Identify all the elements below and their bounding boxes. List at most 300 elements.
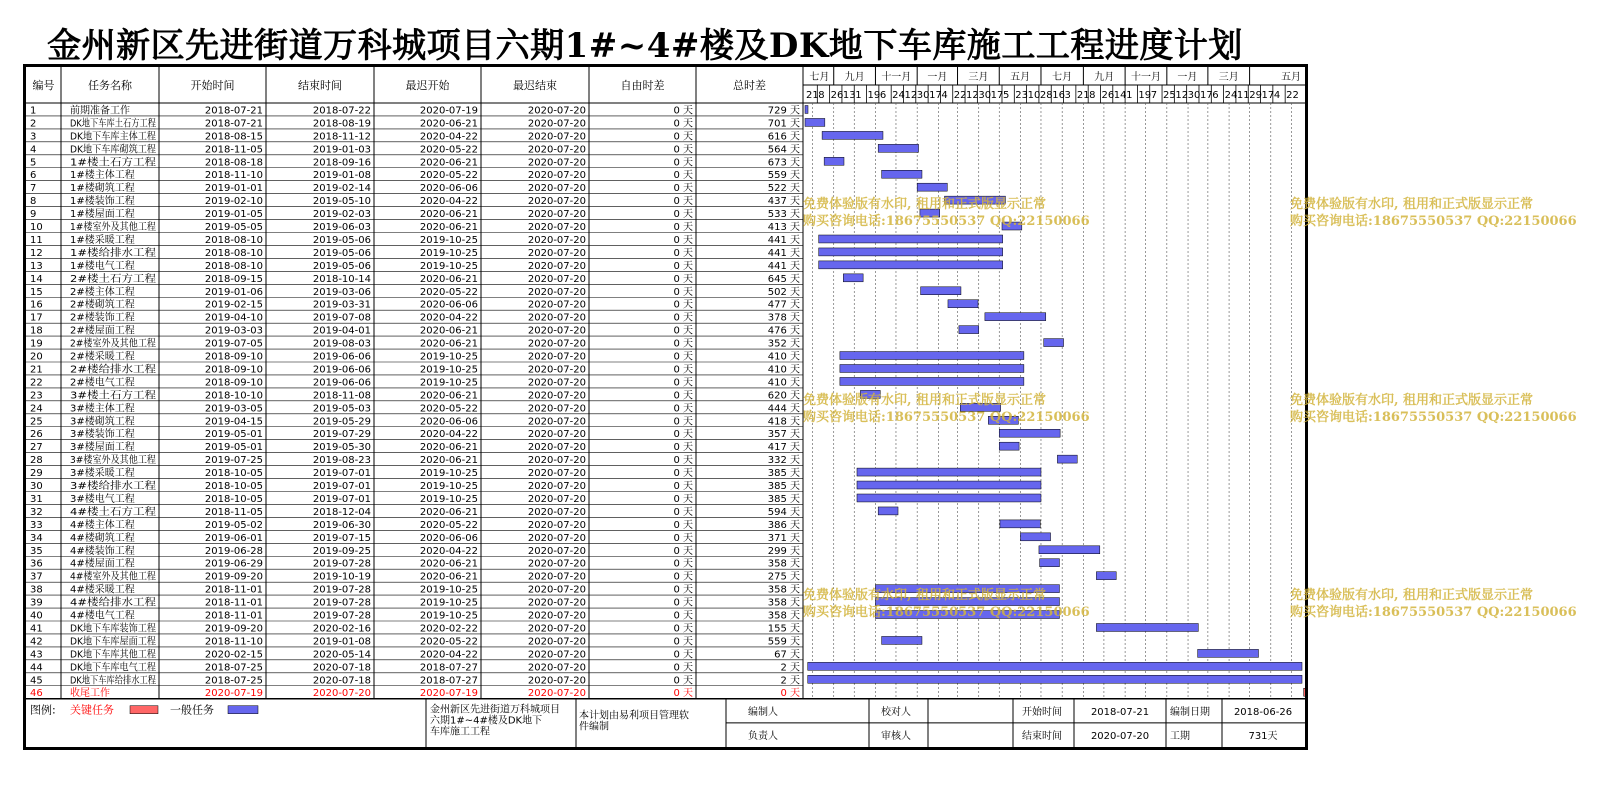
task-end: 2019-05-06 <box>312 234 371 246</box>
legend-critical-swatch <box>130 706 158 714</box>
task-end: 2018-11-12 <box>312 131 371 143</box>
footer-start-value: 2018-07-21 <box>1090 706 1150 718</box>
day-label: 19 <box>867 90 881 101</box>
column-header: 结束时间 <box>298 79 342 92</box>
task-id: 11 <box>30 234 43 246</box>
footer-start-label: 开始时间 <box>1022 706 1062 718</box>
task-late-start: 2020-05-22 <box>419 636 478 648</box>
day-label: 12 <box>1175 90 1189 101</box>
column-header: 开始时间 <box>190 79 235 92</box>
task-start: 2018-11-01 <box>204 597 263 609</box>
day-label: 25 <box>1163 90 1176 101</box>
task-total-float: 441 天 <box>767 260 800 272</box>
task-id: 4 <box>30 144 37 156</box>
task-bar <box>878 144 918 152</box>
task-late-start: 2020-04-22 <box>419 131 478 143</box>
task-free-float: 0 天 <box>673 481 693 492</box>
task-bar <box>1096 624 1198 632</box>
day-label: 10 <box>1027 90 1041 101</box>
task-free-float: 0 天 <box>673 506 693 518</box>
task-free-float: 0 天 <box>673 286 693 298</box>
task-start: 2018-09-10 <box>204 364 263 376</box>
task-late-end: 2020-07-20 <box>527 260 586 272</box>
watermark-text: 免费体验版有水印, 租用和正式版显示正常 购买咨询电话:18675550537 QQ:22150066 <box>1290 588 1577 620</box>
task-id: 38 <box>30 584 43 596</box>
task-end: 2018-11-08 <box>312 390 371 402</box>
task-start: 2018-07-25 <box>204 675 263 687</box>
task-late-end: 2020-07-20 <box>527 610 586 622</box>
task-late-start: 2020-06-21 <box>419 157 478 169</box>
task-total-float: 533 天 <box>767 209 800 221</box>
task-id: 31 <box>30 493 43 505</box>
task-id: 5 <box>30 157 37 169</box>
task-free-float: 0 天 <box>673 196 693 208</box>
month-label: 一月 <box>1177 72 1198 83</box>
task-bar <box>999 442 1019 450</box>
task-late-start: 2020-06-21 <box>419 273 478 285</box>
task-start: 2019-02-10 <box>204 196 263 208</box>
task-start: 2019-01-01 <box>204 183 263 195</box>
task-id: 40 <box>30 610 43 622</box>
task-late-start: 2020-05-22 <box>419 286 478 298</box>
task-late-start: 2018-07-27 <box>419 675 478 687</box>
task-bar <box>1198 649 1259 657</box>
task-bar <box>875 611 1059 619</box>
day-label: 6 <box>1212 90 1219 101</box>
day-label: 4 <box>1273 90 1281 101</box>
task-end: 2018-08-19 <box>312 118 371 130</box>
task-late-end: 2020-07-20 <box>527 286 586 298</box>
task-late-end: 2020-07-20 <box>527 196 586 208</box>
task-late-start: 2020-05-22 <box>419 144 478 156</box>
task-name: 4#楼装饰工程 <box>70 545 135 557</box>
task-id: 16 <box>30 299 43 311</box>
task-late-start: 2019-10-25 <box>419 247 478 259</box>
task-start: 2019-06-01 <box>204 532 263 544</box>
task-start: 2019-04-15 <box>204 416 263 428</box>
task-late-end: 2020-07-20 <box>527 247 586 259</box>
task-free-float: 0 天 <box>673 493 693 505</box>
task-bar <box>921 287 961 295</box>
task-late-start: 2019-10-25 <box>419 597 478 609</box>
task-late-start: 2020-05-22 <box>419 403 478 415</box>
footer-end-label: 结束时间 <box>1022 730 1062 742</box>
footer-date-value: 2018-06-26 <box>1233 706 1293 718</box>
watermark-text: 免费体验版有水印, 租用和正式版显示正常 购买咨询电话:18675550537 QQ:22150066 <box>803 197 1090 229</box>
task-total-float: 477 天 <box>767 299 800 311</box>
task-total-float: 564 天 <box>767 144 800 156</box>
task-start: 2019-05-01 <box>204 442 263 454</box>
task-start: 2018-07-21 <box>204 118 263 130</box>
task-late-end: 2020-07-20 <box>527 481 586 492</box>
task-late-end: 2020-07-20 <box>527 338 586 350</box>
task-name: 3#楼主体工程 <box>70 403 135 415</box>
task-id: 14 <box>30 273 43 285</box>
task-bar <box>824 157 844 165</box>
task-late-start: 2019-10-25 <box>419 493 478 505</box>
task-start: 2018-09-10 <box>204 377 263 389</box>
task-total-float: 410 天 <box>767 351 800 363</box>
task-late-start: 2020-06-21 <box>419 455 478 467</box>
task-late-start: 2020-06-06 <box>419 183 478 195</box>
legend-normal-label: 一般任务 <box>170 703 214 717</box>
task-end: 2018-10-14 <box>312 273 371 285</box>
task-late-start: 2019-10-25 <box>419 468 478 480</box>
task-start: 2019-01-06 <box>204 286 263 298</box>
task-id: 33 <box>30 519 43 531</box>
task-end: 2019-08-23 <box>312 455 371 467</box>
task-late-end: 2020-07-20 <box>527 519 586 531</box>
task-end: 2019-07-01 <box>312 468 371 480</box>
task-id: 39 <box>30 597 43 609</box>
task-name: DK地下车库电气工程 <box>70 662 165 674</box>
critical-task-bar <box>1304 688 1305 696</box>
footer-end-value: 2020-07-20 <box>1090 730 1150 742</box>
month-label: 七月 <box>1052 72 1073 83</box>
task-bar <box>875 598 1059 606</box>
task-bar <box>959 326 979 334</box>
day-label: 17 <box>990 90 1004 101</box>
task-start: 2018-08-10 <box>204 260 263 272</box>
column-header: 编号 <box>32 79 55 92</box>
task-late-end: 2020-07-20 <box>527 273 586 285</box>
day-label: 26 <box>830 90 844 101</box>
task-bar <box>878 507 898 515</box>
task-name: 4#楼室外及其他工程 <box>70 571 165 583</box>
task-id: 10 <box>30 222 43 233</box>
watermark-text: 免费体验版有水印, 租用和正式版显示正常 购买咨询电话:18675550537 QQ:22150066 <box>1290 197 1577 229</box>
task-late-start: 2019-10-25 <box>419 351 478 363</box>
day-label: 12 <box>904 90 918 101</box>
footer-checker-label: 校对人 <box>881 706 911 718</box>
task-name: 2#楼土石方工程 <box>70 273 145 285</box>
task-late-start: 2019-10-25 <box>419 584 478 596</box>
task-late-end: 2020-07-20 <box>527 623 586 635</box>
task-name: 2#楼室外及其他工程 <box>70 338 165 350</box>
task-free-float: 0 天 <box>673 234 693 246</box>
task-name: DK地下车库主体工程 <box>70 131 165 143</box>
task-start: 2019-05-01 <box>204 429 263 441</box>
task-total-float: 441 天 <box>767 234 800 246</box>
task-end: 2019-09-25 <box>312 545 371 557</box>
task-late-end: 2020-07-20 <box>527 234 586 246</box>
gantt-grid <box>26 67 1305 747</box>
task-end: 2019-03-06 <box>312 286 371 298</box>
day-label: 1 <box>1126 90 1133 101</box>
task-end: 2019-07-08 <box>312 312 371 324</box>
day-label: 19 <box>1138 90 1152 101</box>
task-late-start: 2020-06-06 <box>419 299 478 311</box>
task-bar <box>840 352 1024 360</box>
task-late-start: 2020-07-19 <box>419 105 478 117</box>
task-total-float: 673 天 <box>767 157 800 169</box>
task-id: 28 <box>30 455 43 467</box>
task-free-float: 0 天 <box>673 571 693 583</box>
day-label: 1 <box>855 90 862 101</box>
watermark-text: 免费体验版有水印, 租用和正式版显示正常 购买咨询电话:18675550537 QQ:22150066 <box>803 588 1090 620</box>
task-name: 收尾工作 <box>70 688 110 700</box>
task-start: 2019-01-05 <box>204 209 263 221</box>
task-late-start: 2019-10-25 <box>419 260 478 272</box>
footer-project-name: 金州新区先进街道万科城项目六期1#~4#楼及DK地下车库施工工程 <box>430 704 560 738</box>
month-label: 九月 <box>844 72 865 83</box>
task-free-float: 0 天 <box>673 260 693 272</box>
task-name: 1#楼主体工程 <box>70 170 135 182</box>
day-label: 30 <box>916 90 930 101</box>
legend-critical-label: 关键任务 <box>70 703 114 717</box>
task-bar <box>819 248 1003 256</box>
task-late-end: 2020-07-20 <box>527 688 586 700</box>
task-total-float: 385 天 <box>767 468 800 480</box>
task-id: 41 <box>30 623 43 635</box>
footer-duration-value: 731天 <box>1248 730 1278 742</box>
task-start: 2018-08-18 <box>204 157 263 169</box>
task-name: 2#楼电气工程 <box>70 377 135 389</box>
task-late-start: 2019-10-25 <box>419 377 478 389</box>
task-end: 2019-05-30 <box>312 442 371 454</box>
task-name: 2#楼砌筑工程 <box>70 299 135 311</box>
task-late-start: 2020-06-21 <box>419 506 478 518</box>
task-end: 2020-02-16 <box>312 623 371 635</box>
task-id: 42 <box>30 636 43 648</box>
task-name: 3#楼砌筑工程 <box>70 416 135 428</box>
task-bar <box>822 131 883 139</box>
task-total-float: 410 天 <box>767 364 800 376</box>
task-free-float: 0 天 <box>673 170 693 182</box>
task-free-float: 0 天 <box>673 351 693 363</box>
task-start: 2019-07-05 <box>204 338 263 350</box>
task-late-end: 2020-07-20 <box>527 144 586 156</box>
task-start: 2018-11-10 <box>204 170 263 182</box>
task-id: 15 <box>30 286 43 298</box>
task-late-end: 2020-07-20 <box>527 597 586 609</box>
task-free-float: 0 天 <box>673 662 693 674</box>
task-free-float: 0 天 <box>673 390 693 402</box>
task-bar <box>948 300 978 308</box>
task-late-end: 2020-07-20 <box>527 377 586 389</box>
task-free-float: 0 天 <box>673 416 693 428</box>
task-end: 2020-07-18 <box>312 662 371 674</box>
task-total-float: 594 天 <box>767 506 800 518</box>
task-id: 2 <box>30 118 37 130</box>
task-id: 23 <box>30 390 43 402</box>
task-id: 44 <box>30 662 43 674</box>
task-end: 2019-01-08 <box>312 636 371 648</box>
day-label: 8 <box>818 90 825 101</box>
task-late-end: 2020-07-20 <box>527 636 586 648</box>
task-free-float: 0 天 <box>673 623 693 635</box>
task-free-float: 0 天 <box>673 209 693 221</box>
task-name: 2#楼给排水工程 <box>70 364 145 376</box>
task-free-float: 0 天 <box>673 519 693 531</box>
task-late-end: 2020-07-20 <box>527 118 586 130</box>
day-label: 21 <box>1076 90 1090 101</box>
task-free-float: 0 天 <box>673 338 693 350</box>
task-bar <box>857 468 1041 476</box>
task-free-float: 0 天 <box>673 597 693 609</box>
task-end: 2019-07-01 <box>312 493 371 505</box>
task-end: 2019-07-29 <box>312 429 371 441</box>
day-label: 14 <box>1113 90 1127 101</box>
task-end: 2019-05-03 <box>312 403 371 415</box>
task-name: 3#楼给排水工程 <box>70 481 145 492</box>
task-late-end: 2020-07-20 <box>527 532 586 544</box>
task-total-float: 441 天 <box>767 247 800 259</box>
task-total-float: 0 天 <box>780 688 800 700</box>
task-end: 2019-05-10 <box>312 196 371 208</box>
task-end: 2020-07-18 <box>312 675 371 687</box>
task-bar <box>1000 520 1040 528</box>
task-total-float: 358 天 <box>767 584 800 596</box>
task-total-float: 444 天 <box>767 403 800 415</box>
task-end: 2019-03-31 <box>312 299 371 311</box>
day-label: 7 <box>1150 90 1158 101</box>
task-end: 2020-05-14 <box>312 649 371 661</box>
footer-editor-label: 编制人 <box>748 706 778 718</box>
task-name: 前期准备工作 <box>70 105 130 117</box>
task-bar <box>840 377 1024 385</box>
day-label: 5 <box>1002 90 1010 101</box>
task-name: 3#楼采暖工程 <box>70 468 135 480</box>
task-start: 2018-11-10 <box>204 636 263 648</box>
task-id: 22 <box>30 377 43 389</box>
task-total-float: 502 天 <box>767 286 800 298</box>
task-bar <box>1040 559 1060 567</box>
task-late-start: 2020-07-19 <box>419 688 478 700</box>
task-start: 2018-09-15 <box>204 273 263 285</box>
task-id: 30 <box>30 481 43 492</box>
task-start: 2019-04-10 <box>204 312 263 324</box>
task-late-end: 2020-07-20 <box>527 325 586 337</box>
task-end: 2019-06-06 <box>312 351 371 363</box>
task-bar <box>945 196 1006 204</box>
task-free-float: 0 天 <box>673 442 693 454</box>
task-start: 2018-11-01 <box>204 610 263 622</box>
task-late-end: 2020-07-20 <box>527 649 586 661</box>
task-free-float: 0 天 <box>673 105 693 117</box>
task-late-end: 2020-07-20 <box>527 455 586 467</box>
task-id: 36 <box>30 558 43 570</box>
task-id: 43 <box>30 649 43 661</box>
day-label: 30 <box>978 90 992 101</box>
task-late-end: 2020-07-20 <box>527 493 586 505</box>
task-name: 3#楼室外及其他工程 <box>70 455 165 467</box>
task-bar <box>920 209 940 217</box>
day-label: 21 <box>806 90 819 101</box>
task-late-end: 2020-07-20 <box>527 170 586 182</box>
task-start: 2018-07-25 <box>204 662 263 674</box>
task-name: 4#楼砌筑工程 <box>70 532 135 544</box>
task-name: 1#楼装饰工程 <box>70 196 135 208</box>
task-end: 2018-12-04 <box>312 506 371 518</box>
day-label: 4 <box>941 90 948 101</box>
legend-normal-swatch <box>228 706 258 714</box>
task-bar <box>819 261 1003 269</box>
task-late-start: 2020-06-06 <box>419 416 478 428</box>
task-name: 4#楼给排水工程 <box>70 597 145 609</box>
task-free-float: 0 天 <box>673 157 693 169</box>
task-start: 2018-08-10 <box>204 247 263 259</box>
task-name: 1#楼屋面工程 <box>70 209 135 221</box>
task-name: DK地下车库其他工程 <box>70 649 165 661</box>
task-name: 3#楼土石方工程 <box>70 390 145 402</box>
day-label: 17 <box>1261 90 1275 101</box>
task-id: 46 <box>30 688 43 700</box>
task-late-end: 2020-07-20 <box>527 571 586 583</box>
task-bar <box>875 585 1059 593</box>
task-bar <box>808 675 1302 683</box>
column-header: 最迟结束 <box>513 79 557 92</box>
task-name: DK地下车库屋面工程 <box>70 636 165 648</box>
task-total-float: 616 天 <box>767 131 800 143</box>
task-id: 20 <box>30 351 43 363</box>
task-late-start: 2020-04-22 <box>419 429 478 441</box>
task-id: 34 <box>30 532 43 544</box>
task-free-float: 0 天 <box>673 610 693 622</box>
task-free-float: 0 天 <box>673 312 693 324</box>
task-end: 2019-06-06 <box>312 364 371 376</box>
task-id: 37 <box>30 571 43 583</box>
month-label: 一月 <box>927 72 948 83</box>
day-label: 29 <box>1249 90 1262 101</box>
task-id: 32 <box>30 506 43 518</box>
task-free-float: 0 天 <box>673 377 693 389</box>
task-start: 2019-09-20 <box>204 623 263 635</box>
task-late-end: 2020-07-20 <box>527 209 586 221</box>
task-id: 7 <box>30 183 37 195</box>
day-label: 17 <box>1199 90 1213 101</box>
task-name: DK地下车库给排水工程 <box>70 675 175 687</box>
task-end: 2019-07-28 <box>312 584 371 596</box>
column-header: 任务名称 <box>88 79 132 92</box>
task-total-float: 67 天 <box>774 649 800 661</box>
task-id: 12 <box>30 247 43 259</box>
task-late-end: 2020-07-20 <box>527 429 586 441</box>
task-bar <box>1044 339 1064 347</box>
task-id: 21 <box>30 364 43 376</box>
day-label: 8 <box>1089 90 1096 101</box>
task-free-float: 0 天 <box>673 118 693 130</box>
task-late-end: 2020-07-20 <box>527 558 586 570</box>
task-bar <box>819 235 1003 243</box>
task-name: 4#楼土石方工程 <box>70 506 145 518</box>
task-free-float: 0 天 <box>673 429 693 441</box>
task-start: 2020-07-19 <box>204 688 263 700</box>
task-name: DK地下车库土石方工程 <box>70 118 175 130</box>
column-header: 自由时差 <box>620 79 665 92</box>
task-bar <box>999 429 1060 437</box>
task-id: 17 <box>30 312 43 324</box>
task-start: 2019-09-20 <box>204 571 263 583</box>
task-start: 2019-05-05 <box>204 222 263 233</box>
task-start: 2018-07-21 <box>204 105 263 117</box>
task-late-end: 2020-07-20 <box>527 468 586 480</box>
task-free-float: 0 天 <box>673 558 693 570</box>
task-late-start: 2020-05-22 <box>419 170 478 182</box>
day-label: 16 <box>1052 90 1065 101</box>
task-start: 2018-11-05 <box>204 144 263 156</box>
task-bar <box>1039 546 1100 554</box>
task-name: 1#楼砌筑工程 <box>70 183 135 195</box>
task-late-start: 2020-05-22 <box>419 519 478 531</box>
task-end: 2019-07-15 <box>312 532 371 544</box>
task-total-float: 385 天 <box>767 481 800 492</box>
task-free-float: 0 天 <box>673 403 693 415</box>
task-name: 1#楼电气工程 <box>70 260 135 272</box>
task-total-float: 2 天 <box>780 662 800 674</box>
task-id: 18 <box>30 325 43 337</box>
task-bar <box>843 274 863 282</box>
